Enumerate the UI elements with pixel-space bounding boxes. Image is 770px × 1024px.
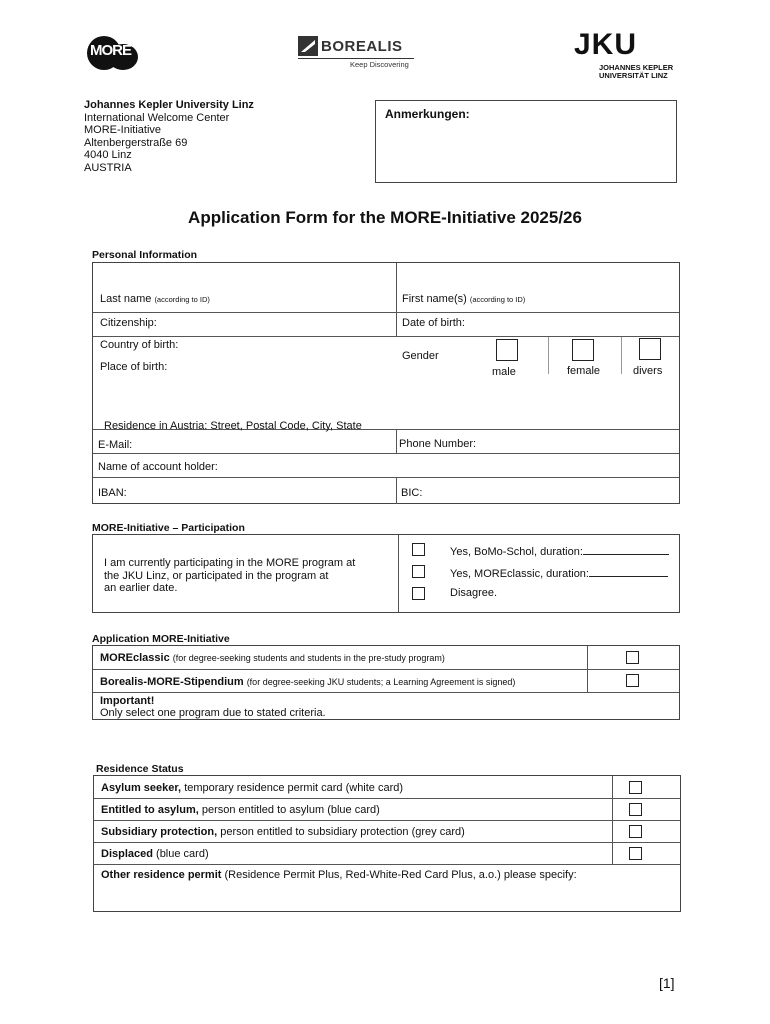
subsidiary-protection-row: Subsidiary protection, person entitled to subsidiary protection (grey card) <box>101 826 465 838</box>
asylum-seeker-row: Asylum seeker, temporary residence permit card (white card) <box>101 782 404 794</box>
more-logo-text: MORE <box>90 42 131 59</box>
borealis-name: BOREALIS <box>321 38 403 55</box>
jku-line2: UNIVERSITÄT LINZ <box>599 71 668 80</box>
address-block <box>84 99 254 174</box>
moreclassic-participation-label: Yes, MOREclassic, duration: <box>450 566 668 580</box>
entitled-asylum-row: Entitled to asylum, person entitled to asylum (blue card) <box>101 804 380 816</box>
bic-label: BIC: <box>401 487 423 499</box>
gender-divers-checkbox[interactable] <box>639 338 661 360</box>
personal-table <box>92 262 680 504</box>
jku-logo <box>572 28 682 80</box>
email-label: E-Mail: <box>98 439 133 451</box>
address-line-5: 4040 Linz <box>84 149 132 161</box>
iban-label: IBAN: <box>98 487 127 499</box>
page-number: [1] <box>659 975 675 991</box>
important-label: Important! <box>100 695 155 707</box>
borealis-logo <box>298 36 418 70</box>
residence-status-heading: Residence Status <box>96 763 184 775</box>
citizenship-label: Citizenship: <box>100 317 157 329</box>
disagree-checkbox[interactable] <box>412 587 425 600</box>
gender-label: Gender <box>402 350 439 362</box>
displaced-checkbox[interactable] <box>629 847 642 860</box>
entitled-asylum-checkbox[interactable] <box>629 803 642 816</box>
participation-text-2: the JKU Linz, or participated in the program at <box>104 570 329 582</box>
displaced-row: Displaced (blue card) <box>101 848 209 860</box>
gender-female-checkbox[interactable] <box>572 339 594 361</box>
more-logo <box>84 33 140 73</box>
application-heading: Application MORE-Initiative <box>92 633 230 645</box>
address-line-3: MORE-Initiative <box>84 124 162 136</box>
asylum-seeker-checkbox[interactable] <box>629 781 642 794</box>
subsidiary-protection-checkbox[interactable] <box>629 825 642 838</box>
address-line-1: Johannes Kepler University Linz <box>84 99 254 111</box>
address-line-2: International Welcome Center <box>84 111 230 124</box>
form-title: Application Form for the MORE-Initiative 2025/26 <box>188 208 582 227</box>
address-line-6: AUSTRIA <box>84 161 132 174</box>
bomo-schol-checkbox[interactable] <box>412 543 425 556</box>
jku-line1: JOHANNES KEPLER <box>599 63 674 72</box>
remarks-label: Anmerkungen: <box>385 107 470 121</box>
important-text: Only select one program due to stated criteria. <box>100 707 326 719</box>
gender-female-label: female <box>567 365 601 377</box>
participation-table <box>92 534 680 613</box>
country-birth-label: Country of birth: <box>100 339 179 351</box>
gender-divers-label: divers <box>633 365 663 377</box>
application-table <box>92 645 680 720</box>
bomo-schol-label: Yes, BoMo-Schol, duration: <box>450 544 669 558</box>
account-holder-label: Name of account holder: <box>98 461 218 473</box>
borealis-application-checkbox[interactable] <box>626 674 639 687</box>
participation-text-1: I am currently participating in the MORE program at <box>104 557 356 569</box>
moreclassic-duration-field[interactable] <box>589 566 668 577</box>
moreclassic-row: MOREclassic (for degree-seeking students and students in the pre-study program) <box>100 652 445 664</box>
moreclassic-application-checkbox[interactable] <box>626 651 639 664</box>
bomo-duration-field[interactable] <box>583 544 669 555</box>
other-permit-row[interactable]: Other residence permit (Residence Permit Plus, Red-White-Red Card Plus, a.o.) please specify: <box>101 869 577 881</box>
borealis-mark-icon <box>298 36 318 56</box>
place-birth-label: Place of birth: <box>100 361 168 373</box>
phone-label: Phone Number: <box>399 438 477 450</box>
jku-mark: JKU <box>574 28 638 61</box>
borealis-tagline: Keep Discovering <box>350 60 409 69</box>
moreclassic-participation-checkbox[interactable] <box>412 565 425 578</box>
disagree-label: Disagree. <box>450 587 498 599</box>
participation-heading: MORE-Initiative – Participation <box>92 522 245 534</box>
personal-heading: Personal Information <box>92 249 198 261</box>
participation-text-3: an earlier date. <box>104 582 178 594</box>
gender-male-checkbox[interactable] <box>496 339 518 361</box>
dob-label: Date of birth: <box>402 317 465 329</box>
first-name-label: First name(s) (according to ID) <box>402 293 526 305</box>
borealis-row: Borealis-MORE-Stipendium (for degree-seeking JKU students; a Learning Agreement is signed) <box>100 676 516 688</box>
residence-status-table <box>93 775 681 912</box>
last-name-label: Last name (according to ID) <box>100 293 210 305</box>
residence-label: Residence in Austria: Street, Postal Code, City, State <box>104 420 362 432</box>
gender-male-label: male <box>492 366 516 378</box>
remarks-box[interactable] <box>375 100 677 183</box>
address-line-4: Altenbergerstraße 69 <box>84 136 188 149</box>
